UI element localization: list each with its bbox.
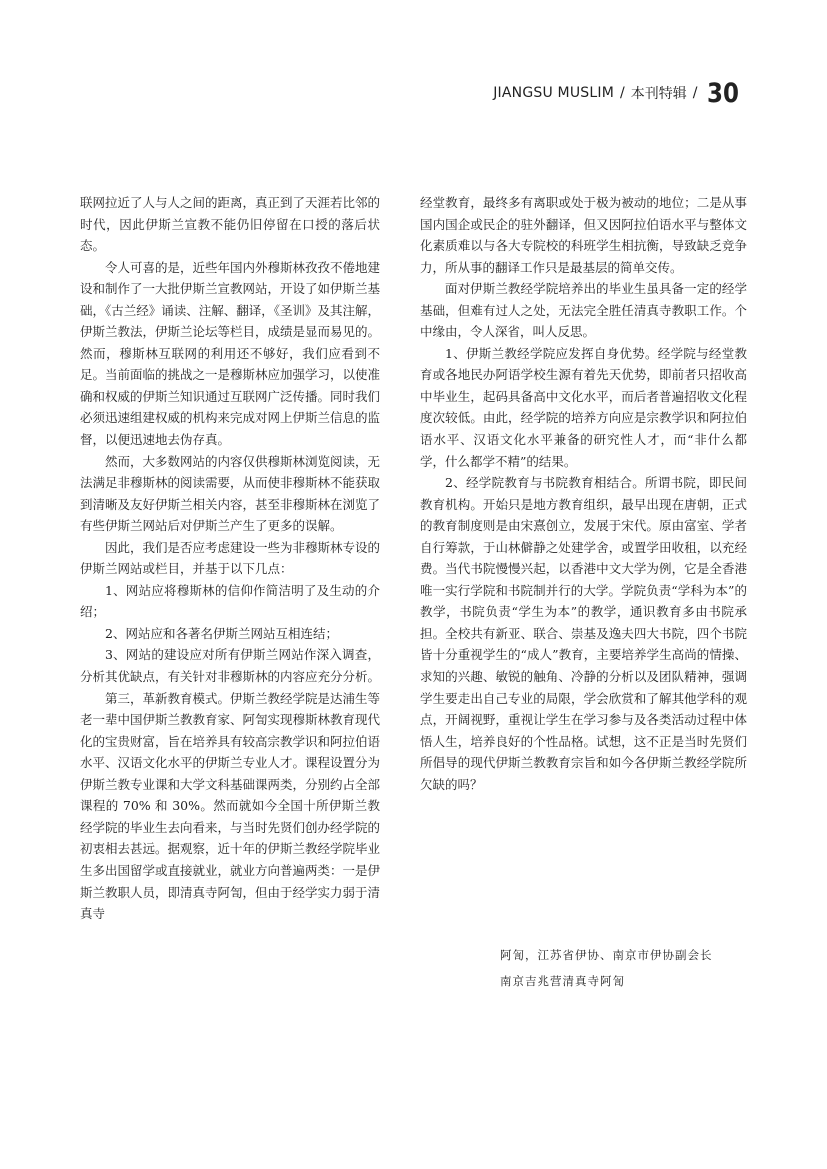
page-number: 30 <box>707 77 740 109</box>
left-column <box>80 192 380 925</box>
paragraph: 令人可喜的是，近些年国内外穆斯林孜孜不倦地建设和制作了一大批伊斯兰宣教网站，开设了如伊斯兰基础，《古兰经》诵读、注解、翻译，《圣训》及其注解，伊斯兰教法，伊斯兰论坛等栏目，成绩是显而易见的。然而，穆斯林互联网的利用还不够好，我们应看到不足。当前面临的挑战之一是穆斯林应加强学习，以使准确和权威的伊斯兰知识通过互联网广泛传播。同时我们必须迅速组建权威的机构来完成对网上伊斯兰信息的监督，以便迅速地去伪存真。 <box>80 259 381 448</box>
author-signature <box>420 945 747 992</box>
paragraph: 联网拉近了人与人之间的距离，真正到了天涯若比邻的时代，因此伊斯兰宣教不能仍旧停留在口授的落后状态。 <box>80 195 381 254</box>
header-separator: / <box>619 85 625 101</box>
paragraph: 2、网站应和各著名伊斯兰网站互相连结； <box>105 625 338 641</box>
paragraph: 经堂教育，最终多有离职或处于极为被动的地位；二是从事国内国企或民企的驻外翻译，但又因阿拉伯语水平与整体文化素质难以与各大专院校的科班学生相抗衡，导致缺乏竞争力，所从事的翻译工作只是最基层的简单交传。 <box>420 195 747 275</box>
paragraph: 面对伊斯兰教经学院培养出的毕业生虽具备一定的经学基础，但难有过人之处，无法完全胜任清真寺教职工作。个中缘由，令人深省，叫人反思。 <box>420 281 747 340</box>
running-header <box>493 76 745 110</box>
paragraph: 第三，革新教育模式。伊斯兰教经学院是达浦生等老一辈中国伊斯兰教教育家、阿訇实现穆斯林教育现代化的宝贵财富，旨在培养具有较高宗教学识和阿拉伯语水平、汉语文化水平的伊斯兰专业人才。课程设置分为伊斯兰教专业课和大学文科基础课两类，分别约占全部课程的 70% 和 30%。然而就如今全国十所伊斯兰教经学院的毕业生去向看来，与当时先贤们创办经学院的初衷相去甚远。据观察，近十年的伊斯兰教经学院毕业生多出国留学或直接就业，就业方向普遍两类：一是伊斯兰教职人员，即清真寺阿訇，但由于经学实力弱于清真寺 <box>80 690 381 922</box>
paragraph: 然而，大多数网站的内容仅供穆斯林浏览阅读，无法满足非穆斯林的阅读需要，从而使非穆斯林不能获取到清晰及友好伊斯兰相关内容，甚至非穆斯林在浏览了有些伊斯兰网站后对伊斯兰产生了更多的误解。 <box>80 453 381 534</box>
paragraph: 3、网站的建设应对所有伊斯兰网站作深入调查，分析其优缺点，有关针对非穆斯林的内容应充分分析。 <box>80 647 381 685</box>
author-title-line: 阿訇，江苏省伊协、南京市伊协副会长 <box>500 948 713 962</box>
journal-name: JIANGSU MUSLIM <box>493 85 614 101</box>
header-separator-2: / <box>692 85 698 101</box>
paragraph: 1、伊斯兰教经学院应发挥自身优势。经学院与经堂教育或各地民办阿语学校生源有着先天优势，即前者只招收高中毕业生，起码具备高中文化水平，而后者普遍招收文化程度次较低。由此，经学院的培养方向应是宗教学识和阿拉伯语水平、汉语文化水平兼备的研究性人才，而“非什么都学，什么都学不精”的结果。 <box>420 345 747 469</box>
paragraph: 1、网站应将穆斯林的信仰作简洁明了及生动的介绍； <box>80 582 380 620</box>
paragraph: 因此，我们是否应考虑建设一些为非穆斯林专设的伊斯兰网站或栏目，并基于以下几点： <box>80 539 381 577</box>
paragraph: 2、经学院教育与书院教育相结合。所谓书院，即民间教育机构。开始只是地方教育组织，最早出现在唐朝，正式的教育制度则是由宋熹创立，发展于宋代。原由富室、学者自行筹款，于山林僻静之处建学舍，或置学田收租，以充经费。当代书院慢慢兴起，以香港中文大学为例，它是全香港唯一实行学院和书院制并行的大学。学院负责“学科为本”的教学，书院负责“学生为本”的教学，通识教育多由书院承担。全校共有新亚、联合、崇基及逸夫四大书院，四个书院皆十分重视学生的“成人”教育，主要培养学生高尚的情操、求知的兴趣、敏锐的触角、冷静的分析以及团队精神，强调学生要走出自己专业的局限，学会欣赏和了解其他学科的观点，开阔视野，重视让学生在学习参与及各类活动过程中体悟人生，培养良好的个性品格。试想，这不正是当时先贤们所倡导的现代伊斯兰教教育宗旨和如今各伊斯兰教经学院所欠缺的吗？ <box>420 475 747 792</box>
author-affiliation-line: 南京吉兆营清真寺阿訇 <box>500 973 625 988</box>
section-name: 本刊特辑 <box>630 86 687 102</box>
right-column <box>420 192 747 795</box>
